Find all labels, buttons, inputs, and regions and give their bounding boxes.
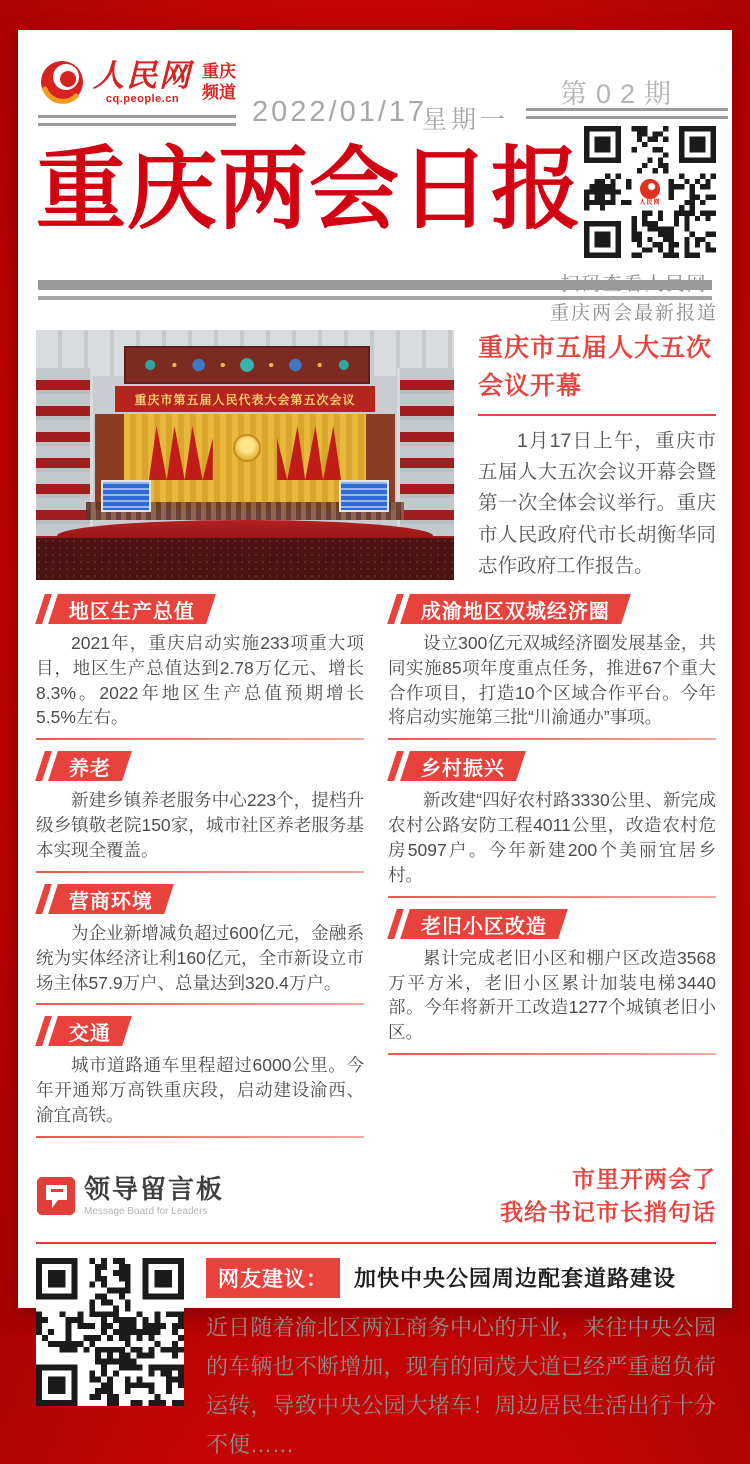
photo-right-screen: [339, 480, 389, 512]
page-title: 重庆两会日报: [36, 141, 582, 240]
photo-left-balcony: [36, 368, 93, 540]
slogan: 市里开两会了 我给书记市长捎句话: [500, 1165, 716, 1226]
lead-article: [478, 330, 716, 582]
section-body: 新建乡镇养老服务中心223个，提档升级乡镇敬老院150家，城市社区养老服务基本实现全覆盖。: [36, 790, 364, 860]
suggestion-title: 加快中央公园周边配套道路建设: [354, 1266, 677, 1292]
photo-banner: 重庆市第五届人民代表大会第五次会议: [115, 386, 374, 412]
section-body: 累计完成老旧小区和棚户区改造3568万平方米，老旧小区累计加装电梯3440部。今年将新开工改造1277个城镇老旧小区。: [388, 947, 716, 1043]
qr-logo-swirl-icon: [640, 179, 660, 199]
qr-code-message-board: [36, 1258, 184, 1406]
section-body: 为企业新增减负超过600亿元，金融系统为实体经济让利160亿元，全市新设立市场主体57.9万户、总量达到320.4万户。: [36, 922, 364, 993]
photo-national-emblem: [233, 434, 261, 462]
main-content: [18, 330, 732, 1464]
section-gdp: [36, 594, 364, 740]
suggestion-body: 近日随着渝北区两江商务中心的开业，来往中央公园的车辆也不断增加，现有的同茂大道已经严重超负荷运转，导致中央公园大堵车！周边居民生活出行十分不便……: [206, 1314, 716, 1458]
section-rule: [388, 896, 716, 898]
assembly-hall-photo: [36, 330, 454, 580]
peoples-daily-swirl-icon: [38, 58, 86, 106]
section-rule: [36, 1136, 364, 1138]
section-rural-revitalization: [388, 751, 716, 897]
photo-left-screen: [101, 480, 151, 512]
section-business-environment: [36, 884, 364, 1006]
qr-center-logo: 人民网: [633, 175, 667, 209]
section-tag: 营商环境: [40, 884, 364, 914]
suggestion-block: [206, 1258, 716, 1464]
section-body: 城市道路通车里程超过6000公里。今年开通郑万高铁重庆段，启动建设渝西、渝宜高铁。: [36, 1055, 364, 1126]
section-rule: [36, 871, 364, 873]
section-chengdu-chongqing-circle: [388, 594, 716, 740]
section-tag: 乡村振兴: [392, 751, 716, 781]
qr-caption: 重庆两会最新报道: [549, 303, 718, 325]
brand-name: 人民网: [93, 57, 192, 93]
qr-code-news: [584, 126, 716, 258]
section-body: 新改建“四好农村路3330公里、新完成农村公路安防工程4011公里，改造农村危房5097户。今年新建200个美丽宜居乡村。: [388, 790, 716, 885]
section-tag: 交通: [40, 1016, 364, 1046]
peoples-daily-logo: [38, 58, 236, 106]
masthead: [18, 30, 732, 325]
section-tag: 地区生产总值: [40, 594, 364, 624]
section-tag: 成渝地区双城经济圈: [392, 594, 716, 624]
right-column: [388, 594, 716, 1149]
photo-right-balcony: [397, 368, 454, 540]
left-column: [36, 594, 364, 1149]
section-tag: 老旧小区改造: [392, 909, 716, 939]
brand-domain: cq.people.cn: [105, 92, 180, 105]
poster-card: [18, 30, 732, 1458]
section-tag: 养老: [40, 751, 364, 781]
section-elderly-care: [36, 751, 364, 873]
section-old-community-renovation: [388, 909, 716, 1055]
right-double-rule: [526, 108, 728, 119]
photo-ornate-band: [124, 346, 370, 384]
lead-body: 1月17日上午，重庆市五届人大五次会议开幕会暨第一次全体会议举行。重庆市人民政府代市长胡衡华同志作政府工作报告。: [478, 430, 716, 577]
board-name: 领导留言板: [84, 1174, 225, 1205]
issue-number: 第02期: [559, 79, 680, 109]
message-board-logo: [36, 1175, 224, 1217]
section-body: 2021年，重庆启动实施233项重大项目，地区生产总值达到2.78万亿元、增长8.3%。2022年地区生产总值预期增长5.5%左右。: [36, 632, 364, 728]
section-rule: [388, 1053, 716, 1055]
board-subtitle: Message Board for Leaders: [84, 1206, 208, 1218]
separator-thick-bar: [38, 280, 712, 290]
lead-underline: [478, 414, 716, 416]
weekday: 星期一: [422, 106, 510, 134]
issue-date: 2022/01/17: [252, 96, 428, 128]
section-transport: [36, 1016, 364, 1138]
lead-headline: 重庆市五届人大五次会议开幕: [478, 334, 713, 400]
separator-thin-bar: [38, 296, 712, 300]
left-double-rule: [38, 115, 236, 126]
suggestion-badge: 网友建议：: [206, 1258, 340, 1298]
footer-red-rule: [36, 1242, 716, 1244]
photo-audience: [36, 538, 454, 580]
section-rule: [36, 738, 364, 740]
section-rule: [388, 738, 716, 740]
section-body: 设立300亿元双城经济圈发展基金，共同实施85项年度重点任务，推进67个重大合作项目，打造10个区域合作平台。今年将启动实施第三批“川渝通办”事项。: [388, 632, 716, 728]
message-board-icon: [36, 1176, 76, 1216]
section-rule: [36, 1003, 364, 1005]
brand-channel: 重庆 频道: [202, 61, 236, 102]
